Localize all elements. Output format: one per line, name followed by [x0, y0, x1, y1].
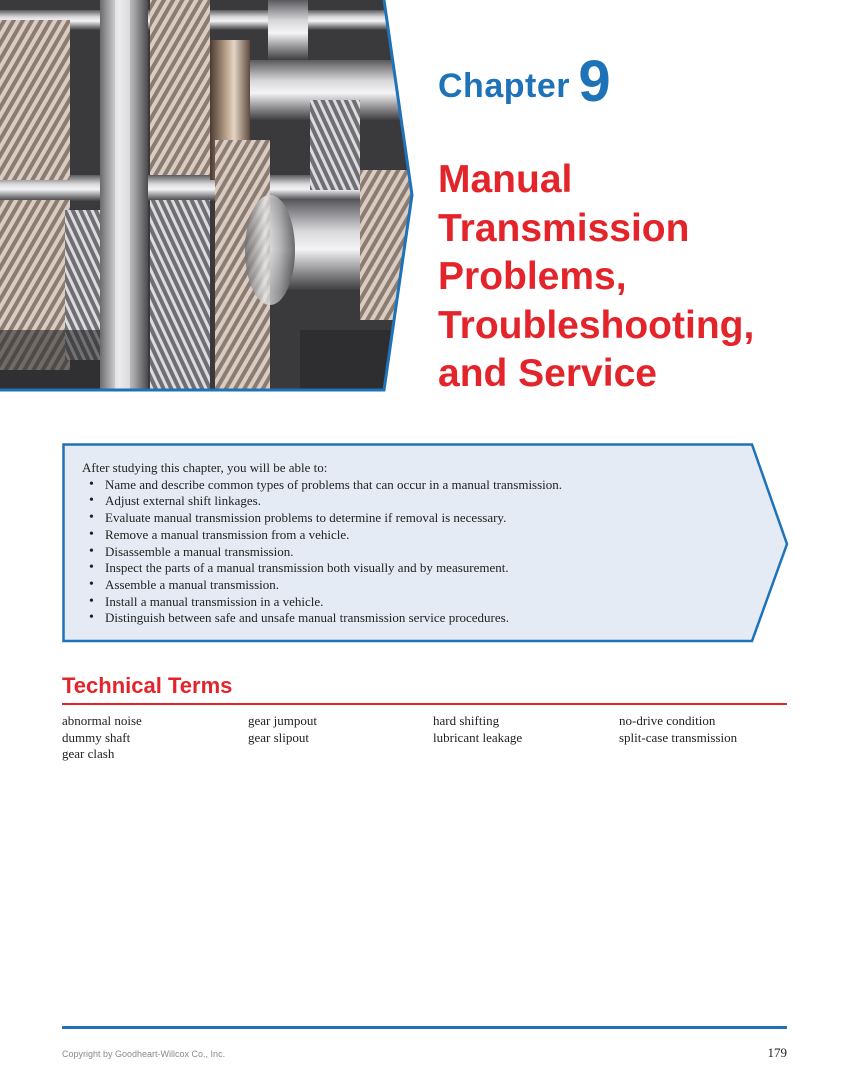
learning-objectives-box: [62, 443, 790, 643]
technical-terms-divider: [62, 703, 787, 705]
chapter-title: [438, 156, 838, 399]
copyright-notice: Copyright by Goodheart-Willcox Co., Inc.: [62, 1049, 226, 1059]
objective-item: • Disassemble a manual transmission.: [82, 544, 742, 561]
page-number: 179: [767, 1045, 787, 1060]
term-item: gear slipout: [248, 729, 310, 745]
objectives-intro: After studying this chapter, you will be able to:: [82, 460, 328, 475]
terms-column-3: [433, 713, 522, 746]
title-line: and Service: [438, 352, 657, 395]
footer-divider: [62, 1026, 787, 1029]
objective-item: • Remove a manual transmission from a vehicle.: [82, 527, 742, 544]
term-item: split-case transmission: [619, 729, 738, 745]
term-item: abnormal noise: [62, 713, 142, 728]
objective-item: • Assemble a manual transmission.: [82, 577, 742, 594]
term-item: dummy shaft: [62, 729, 131, 745]
objective-item: • Inspect the parts of a manual transmission both visually and by measurement.: [82, 560, 742, 577]
term-item: hard shifting: [433, 713, 500, 728]
objective-item: • Install a manual transmission in a vehicle.: [82, 594, 742, 611]
objective-item: • Distinguish between safe and unsafe manual transmission service procedures.: [82, 610, 742, 627]
title-line: Troubleshooting,: [438, 303, 755, 347]
chapter-word: Chapter: [438, 67, 570, 105]
chapter-label: [438, 48, 611, 115]
term-item: lubricant leakage: [433, 729, 523, 745]
term-item: gear clash: [62, 746, 115, 762]
technical-terms-heading: Technical Terms: [62, 673, 233, 698]
objective-item: • Adjust external shift linkages.: [82, 493, 742, 510]
objectives-list: [82, 477, 742, 627]
title-line: Manual: [438, 158, 573, 201]
term-item: no-drive condition: [619, 713, 716, 728]
chapter-number: 9: [578, 49, 611, 114]
objective-item: • Name and describe common types of problems that can occur in a manual transmission.: [82, 477, 742, 494]
title-line: Transmission: [438, 206, 690, 250]
terms-column-2: [248, 713, 317, 746]
objective-item: • Evaluate manual transmission problems to determine if removal is necessary.: [82, 510, 742, 527]
technical-terms-list: [62, 713, 787, 773]
terms-column-4: [619, 713, 737, 746]
term-item: gear jumpout: [248, 713, 317, 728]
terms-column-1: [62, 713, 142, 763]
title-line: Problems,: [438, 255, 627, 298]
